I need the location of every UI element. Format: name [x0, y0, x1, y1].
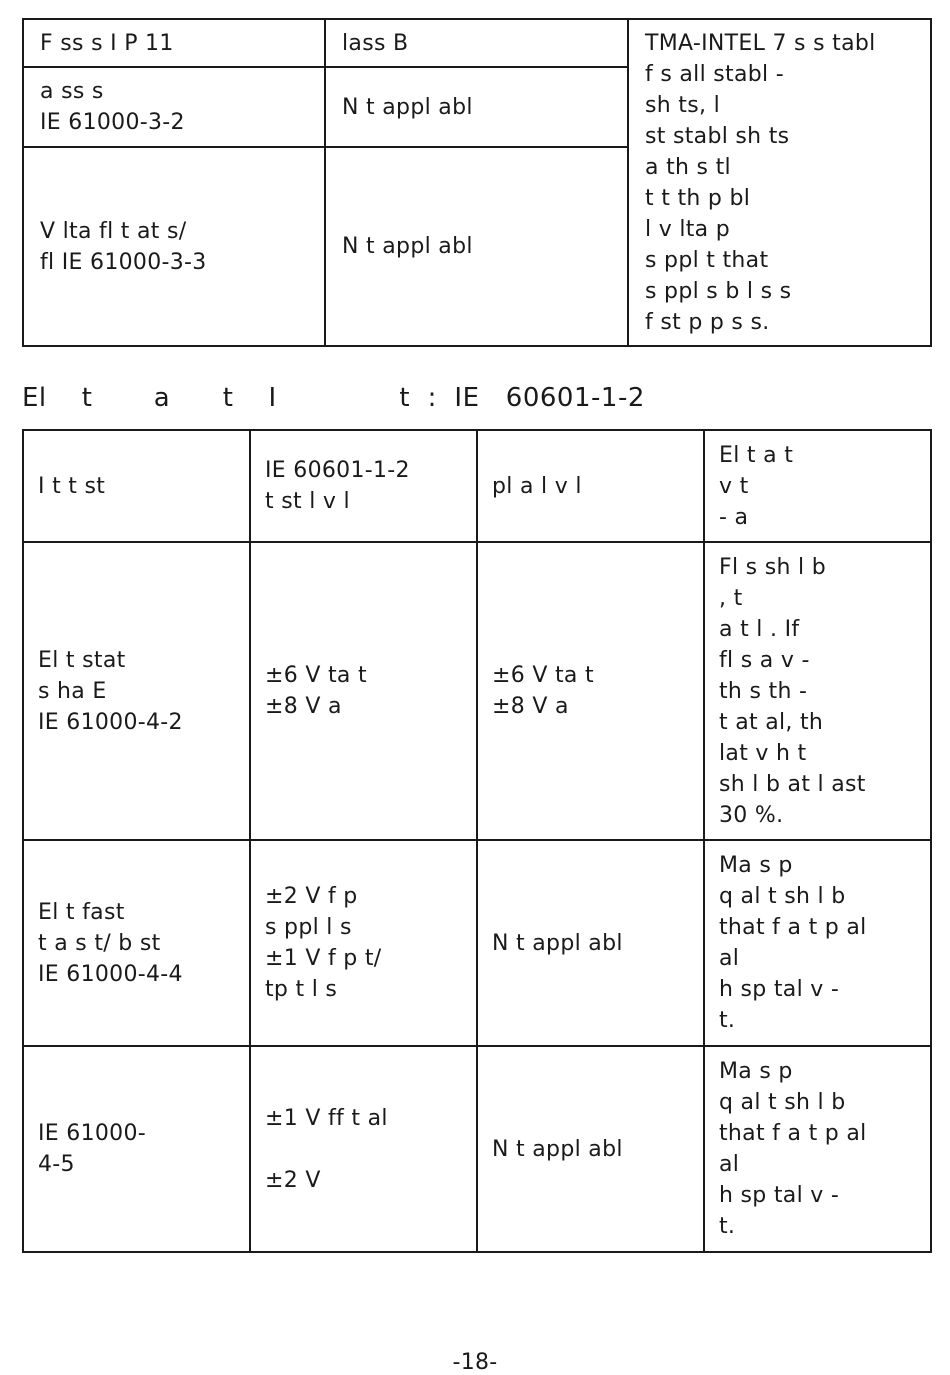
table-cell: N t appl abl: [325, 67, 628, 147]
table-cell: lass B: [325, 19, 628, 67]
table-cell: ±6 V ta t ±8 V a: [477, 542, 704, 840]
immunity-table: [22, 429, 932, 1253]
table-cell: ±2 V f p s ppl l s ±1 V f p t/ tp t l s: [250, 840, 477, 1046]
column-header: I t t st: [23, 430, 250, 542]
table-cell: a ss s IE 61000-3-2: [23, 67, 325, 147]
table-cell: V lta fl t at s/ fl IE 61000-3-3: [23, 147, 325, 346]
document-page: [22, 18, 930, 1253]
table-cell: Fl s sh l b , t a t l . If fl s a v - th s th - t at al, th lat v h t sh l b at l ast 30 %.: [704, 542, 931, 840]
table-cell: ±1 V ff t al ±2 V: [250, 1046, 477, 1252]
table-cell: El t fast t a s t/ b st IE 61000-4-4: [23, 840, 250, 1046]
table-cell: N t appl abl: [477, 1046, 704, 1252]
table-cell: El t stat s ha E IE 61000-4-2: [23, 542, 250, 840]
table-cell: Ma s p q al t sh l b that f a t p al al h sp tal v - t.: [704, 840, 931, 1046]
table-header-row: [23, 430, 931, 542]
section-title: El t a t I t : IE 60601-1-2: [22, 383, 645, 413]
table-row: [23, 840, 931, 1046]
table-row: [23, 542, 931, 840]
table-cell: ±6 V ta t ±8 V a: [250, 542, 477, 840]
table-cell: F ss s I P 11: [23, 19, 325, 67]
emissions-table: [22, 18, 932, 347]
page-number: -18-: [452, 1350, 498, 1375]
table-cell: IE 61000- 4-5: [23, 1046, 250, 1252]
table-row: [23, 1046, 931, 1252]
table-cell-merged-note: TMA-INTEL 7 s s tabl f s all stabl - sh ts, l st stabl sh ts a th s tl t t th p bl l v lta p s ppl t that s ppl s b l s s f st p p s s.: [628, 19, 931, 346]
table-cell: N t appl abl: [477, 840, 704, 1046]
column-header: IE 60601-1-2 t st l v l: [250, 430, 477, 542]
table-cell: Ma s p q al t sh l b that f a t p al al h sp tal v - t.: [704, 1046, 931, 1252]
column-header: pl a l v l: [477, 430, 704, 542]
column-header: El t a t v t - a: [704, 430, 931, 542]
table-row: [23, 19, 931, 67]
table-cell: N t appl abl: [325, 147, 628, 346]
